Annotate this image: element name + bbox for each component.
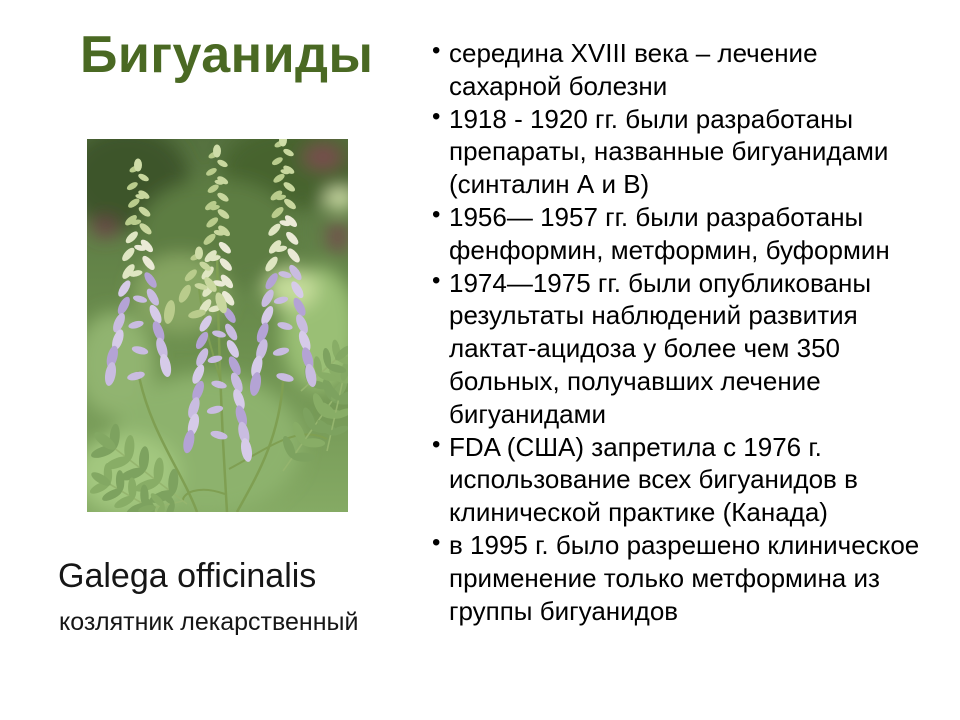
- caption-latin-name: Galega officinalis: [58, 557, 317, 595]
- bullet-text: 1918 - 1920 гг. были разработаны препараты, названные бигуанидами (синталин А и В): [449, 103, 889, 200]
- bullet-dot-icon: •: [432, 528, 441, 556]
- galega-photo-illustration: [87, 139, 348, 512]
- bullet-list: [427, 37, 927, 627]
- bullet-item: [427, 103, 927, 201]
- bullet-dot-icon: •: [432, 102, 441, 130]
- bullet-dot-icon: •: [432, 266, 441, 294]
- bullet-item: [427, 37, 927, 103]
- bullet-item: [427, 201, 927, 267]
- caption-russian-name: козлятник лекарственный: [59, 608, 359, 636]
- galega-photo: [87, 139, 348, 512]
- bullet-item: [427, 529, 927, 627]
- bullet-text: в 1995 г. было разрешено клиническое применение только метформина из группы бигуанидов: [449, 529, 920, 626]
- bullet-dot-icon: •: [432, 37, 441, 64]
- bullet-item: [427, 267, 927, 431]
- bullet-text: FDA (США) запретила с 1976 г. использование всех бигуанидов в клинической практике (Канада): [449, 431, 858, 528]
- bullet-dot-icon: •: [432, 430, 441, 458]
- bullet-dot-icon: •: [432, 200, 441, 228]
- slide-title: Бигуаниды: [80, 26, 374, 84]
- bullet-text: 1956— 1957 гг. были разработаны фенформин, метформин, буформин: [449, 201, 890, 265]
- bullet-text: середина XVIII века – лечение сахарной болезни: [449, 38, 818, 101]
- bullet-text: 1974—1975 гг. были опубликованы результаты наблюдений развития лактат-ацидоза у более чем 350 больных, получавших лечение бигуанидами: [449, 267, 872, 429]
- bullet-item: [427, 431, 927, 529]
